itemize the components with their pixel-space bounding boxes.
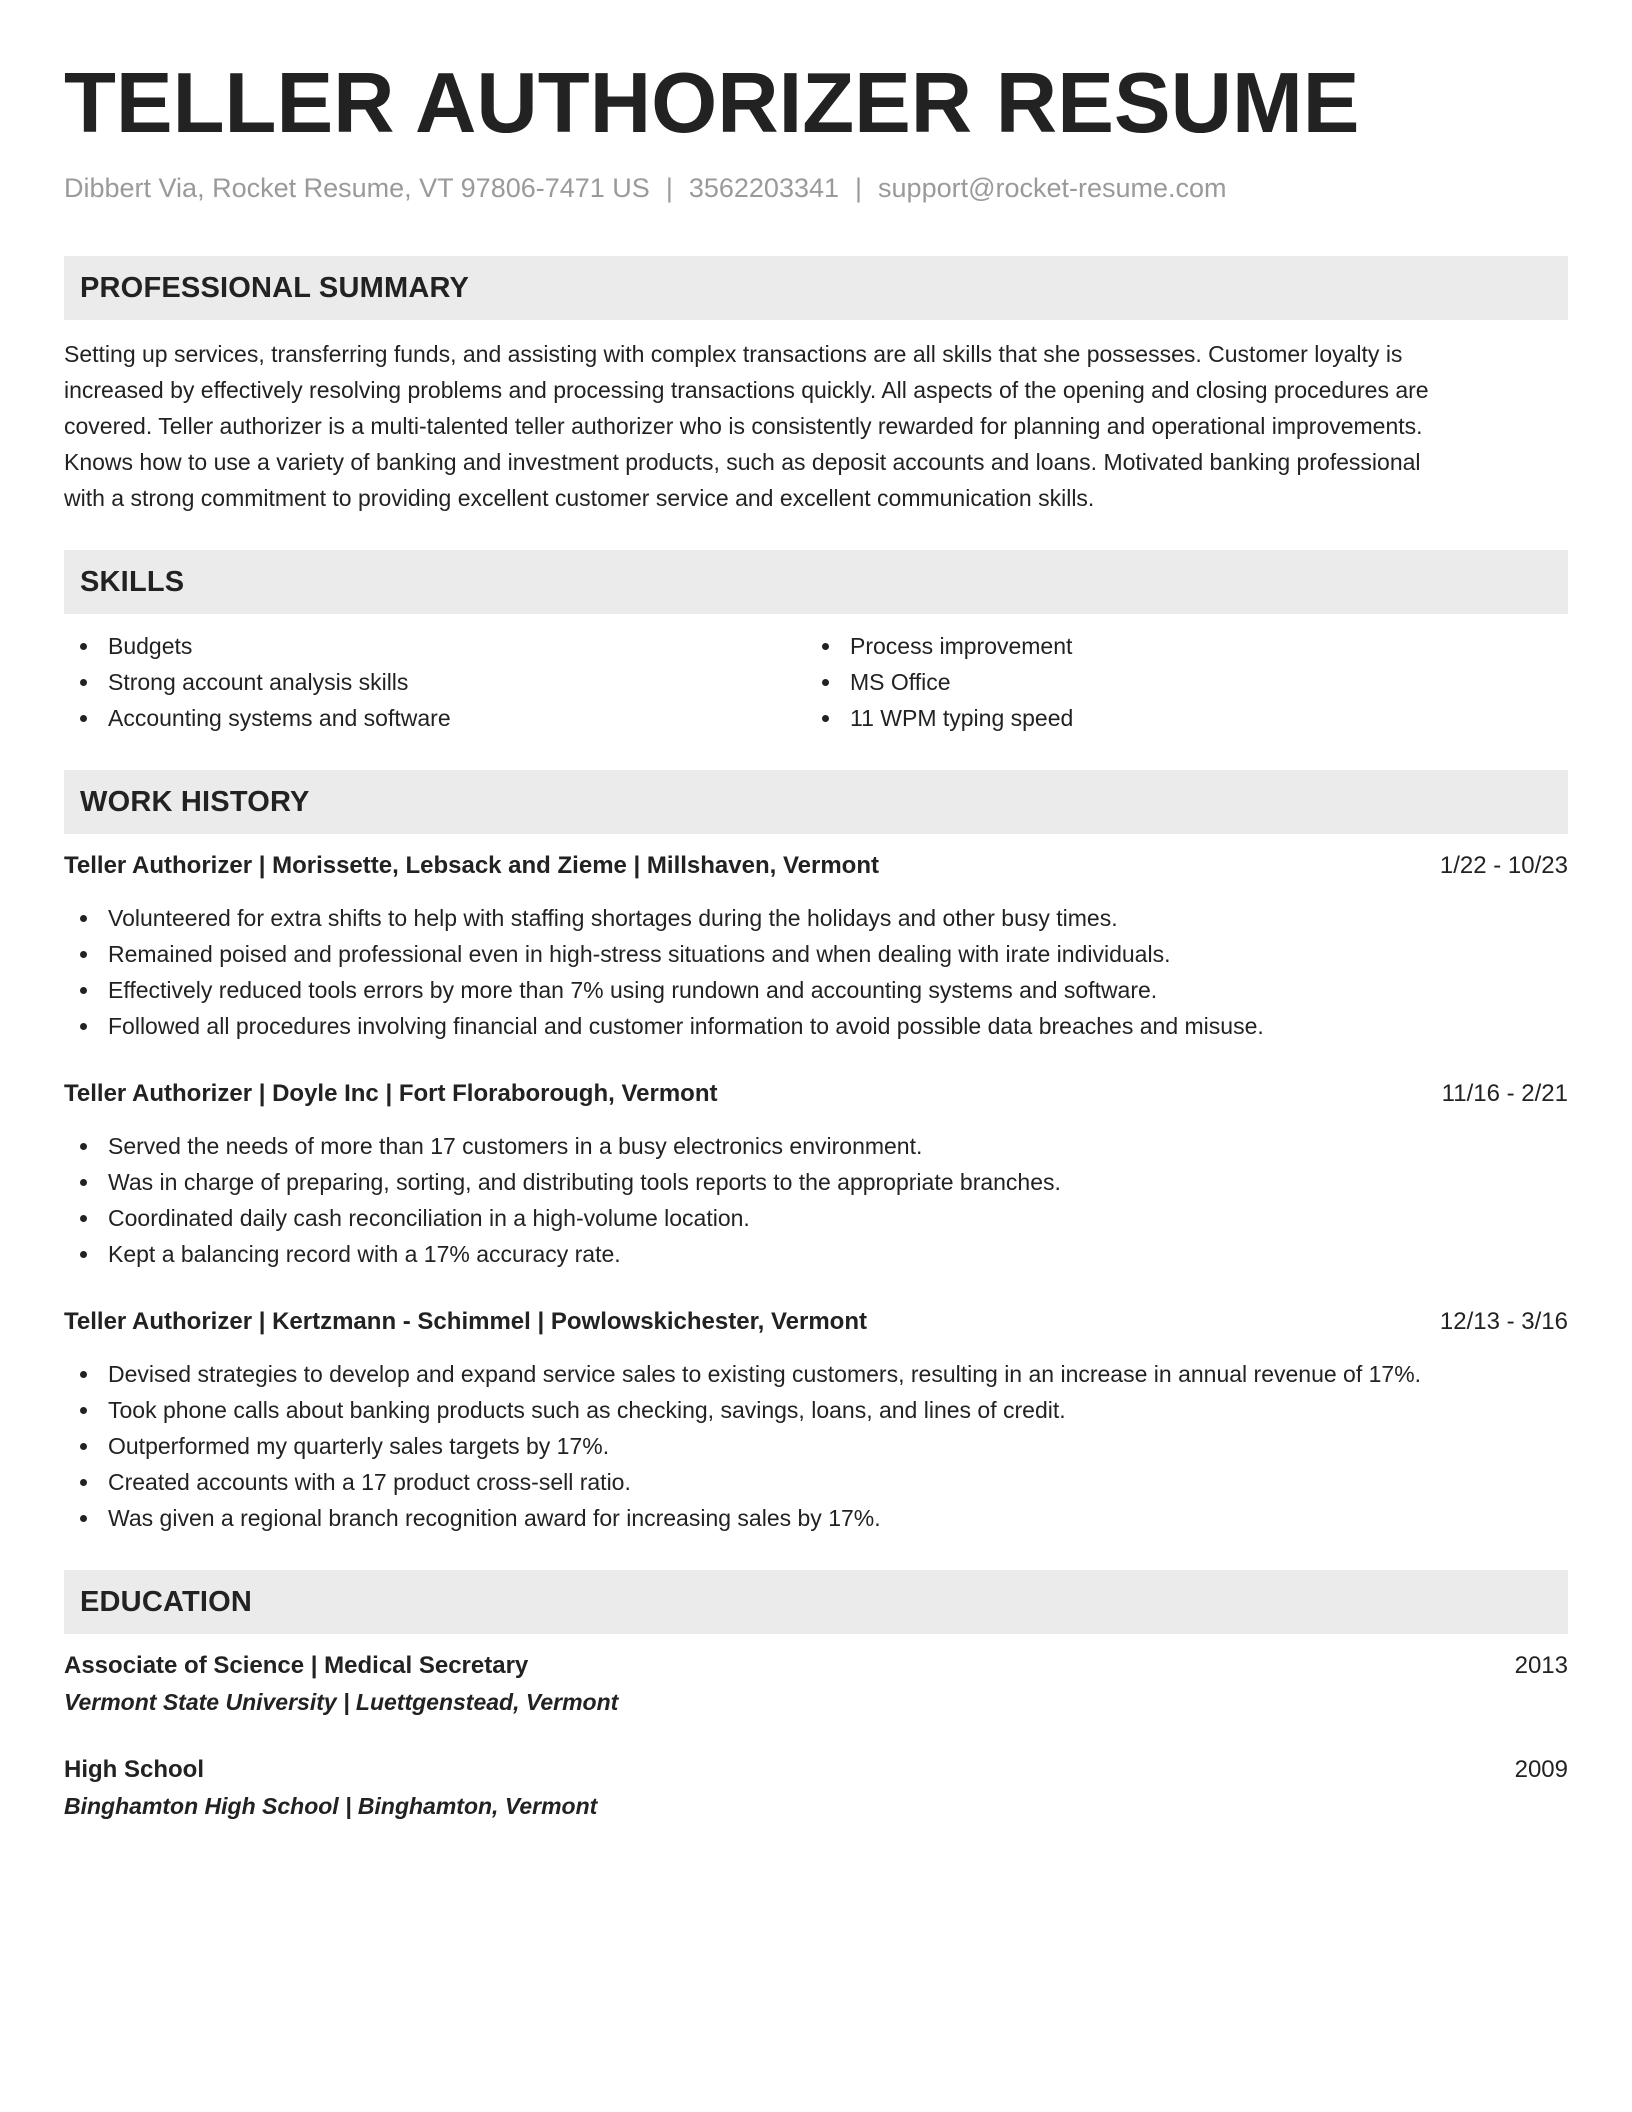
resume-page (64, 52, 1568, 1824)
skills-column-left (64, 628, 806, 736)
skill-item: Accounting systems and software (64, 700, 806, 736)
job-bullet: Coordinated daily cash reconciliation in a high-volume location. (64, 1200, 1568, 1236)
job-bullets (64, 900, 1568, 1044)
summary-heading: PROFESSIONAL SUMMARY (80, 271, 470, 304)
contact-line (64, 170, 1568, 206)
work-heading: WORK HISTORY (80, 785, 310, 818)
summary-line: Setting up services, transferring funds, and assisting with complex transactions are all skills that she possesses. Customer loyalty is (64, 341, 1403, 367)
job-bullet: Was in charge of preparing, sorting, and distributing tools reports to the appropriate branches. (64, 1164, 1568, 1200)
work-section-header (64, 770, 1568, 834)
job-dates: 11/16 - 2/21 (1441, 1080, 1568, 1107)
job-dates: 1/22 - 10/23 (1439, 852, 1568, 879)
skills-column-right (806, 628, 1548, 736)
summary-section-header (64, 256, 1568, 320)
job-bullet: Created accounts with a 17 product cross-sell ratio. (64, 1464, 1568, 1500)
skill-item: MS Office (806, 664, 1548, 700)
job-bullet: Followed all procedures involving financial and customer information to avoid possible data breaches and misuse. (64, 1008, 1568, 1044)
job-bullet: Volunteered for extra shifts to help with staffing shortages during the holidays and other busy times. (64, 900, 1568, 936)
resume-title: TELLER AUTHORIZER RESUME (64, 56, 1360, 151)
summary-line: increased by effectively resolving problems and processing transactions quickly. All aspects of the opening and closing procedures are (64, 377, 1429, 403)
education-year: 2013 (1514, 1652, 1568, 1679)
skills-list (64, 628, 1568, 736)
job-title: Teller Authorizer | Kertzmann - Schimmel | Powlowskichester, Vermont (64, 1308, 867, 1335)
job-bullet: Served the needs of more than 17 customers in a busy electronics environment. (64, 1128, 1568, 1164)
education-header (64, 1752, 1568, 1788)
skill-item: Process improvement (806, 628, 1548, 664)
skill-item: Strong account analysis skills (64, 664, 806, 700)
job-bullet: Was given a regional branch recognition award for increasing sales by 17%. (64, 1500, 1568, 1536)
job-entry (64, 1076, 1568, 1272)
job-bullet: Took phone calls about banking products such as checking, savings, loans, and lines of credit. (64, 1392, 1568, 1428)
skill-item: Budgets (64, 628, 806, 664)
job-bullet: Outperformed my quarterly sales targets by 17%. (64, 1428, 1568, 1464)
education-school: Vermont State University | Luettgenstead, Vermont (64, 1689, 619, 1715)
job-bullet: Effectively reduced tools errors by more than 7% using rundown and accounting systems and software. (64, 972, 1568, 1008)
skill-item: 11 WPM typing speed (806, 700, 1548, 736)
summary-line: Knows how to use a variety of banking and investment products, such as deposit accounts and loans. Motivated banking professional (64, 449, 1421, 475)
summary-line: covered. Teller authorizer is a multi-talented teller authorizer who is consistently rewarded for planning and operational improvements. (64, 413, 1423, 439)
job-entry (64, 1304, 1568, 1536)
contact-separator: | (855, 173, 863, 203)
education-degree: Associate of Science | Medical Secretary (64, 1652, 529, 1679)
job-bullets (64, 1356, 1568, 1536)
job-bullet: Devised strategies to develop and expand service sales to existing customers, resulting in an increase in annual revenue of 17%. (64, 1356, 1568, 1392)
education-section-header (64, 1570, 1568, 1634)
education-school: Binghamton High School | Binghamton, Vermont (64, 1793, 598, 1819)
skills-heading: SKILLS (80, 565, 185, 598)
summary-paragraph (64, 336, 1568, 516)
contact-email: support@rocket-resume.com (878, 173, 1227, 203)
job-bullet: Remained poised and professional even in high-stress situations and when dealing with irate individuals. (64, 936, 1568, 972)
contact-separator: | (665, 173, 673, 203)
job-header (64, 1304, 1568, 1340)
education-entry (64, 1648, 1568, 1720)
skills-section-header (64, 550, 1568, 614)
job-bullet: Kept a balancing record with a 17% accuracy rate. (64, 1236, 1568, 1272)
education-entry (64, 1752, 1568, 1824)
job-header (64, 1076, 1568, 1112)
contact-address: Dibbert Via, Rocket Resume, VT 97806-7471 US (64, 173, 650, 203)
education-heading: EDUCATION (80, 1585, 253, 1618)
education-year: 2009 (1514, 1756, 1568, 1783)
education-degree: High School (64, 1756, 204, 1783)
job-title: Teller Authorizer | Morissette, Lebsack and Zieme | Millshaven, Vermont (64, 852, 879, 879)
job-title: Teller Authorizer | Doyle Inc | Fort Floraborough, Vermont (64, 1080, 718, 1107)
contact-phone: 3562203341 (688, 173, 840, 203)
job-dates: 12/13 - 3/16 (1439, 1308, 1568, 1335)
job-bullets (64, 1128, 1568, 1272)
job-header (64, 848, 1568, 884)
education-header (64, 1648, 1568, 1684)
summary-line: with a strong commitment to providing excellent customer service and excellent communication skills. (64, 485, 1095, 511)
job-entry (64, 848, 1568, 1044)
